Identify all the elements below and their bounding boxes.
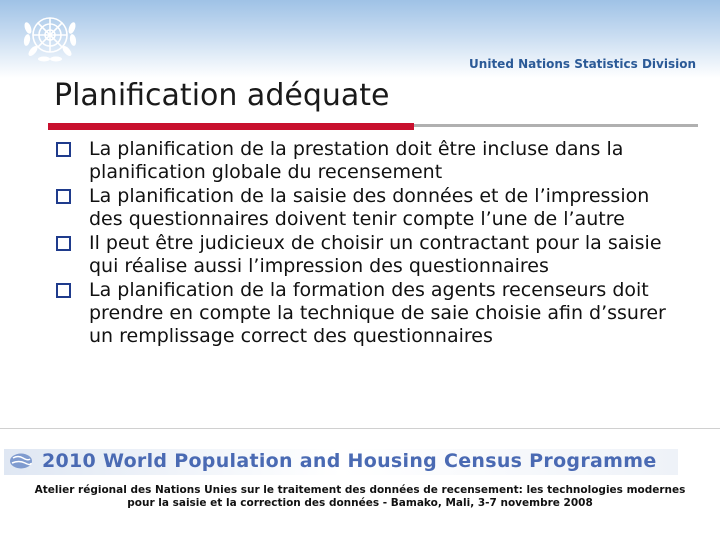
census-programme-title: 2010 World Population and Housing Census Programme	[42, 450, 657, 472]
slide-title: Planification adéquate	[54, 78, 390, 113]
bullet-text: La planification de la saisie des données et de l’impression des questionnaires doivent tenir compte l’une de l’autre	[89, 185, 650, 230]
bullet-item	[56, 138, 676, 184]
bullet-text: La planification de la formation des agents recenseurs doit prendre en compte la technique de saie choisie afin d’ssurer un remplissage correct des questionnaires	[89, 279, 666, 347]
bullet-item	[56, 232, 676, 278]
census-programme-banner	[4, 449, 678, 475]
footer-text: Atelier régional des Nations Unies sur le traitement des données de recensement: les technologies modernes pour la saisie et la correction des données - Bamako, Mali, 3-7 novembre 2008	[34, 484, 686, 509]
bullet-text: La planification de la prestation doit être incluse dans la planification globale du recensement	[89, 138, 624, 183]
un-emblem-icon	[18, 8, 82, 68]
bullet-text: Il peut être judicieux de choisir un contractant pour la saisie qui réalise aussi l’impression des questionnaires	[89, 232, 662, 277]
organization-name: United Nations Statistics Division	[469, 57, 696, 71]
bullet-list	[56, 138, 676, 349]
title-accent-bar	[48, 123, 414, 130]
checkbox-bullet-icon	[56, 236, 71, 251]
checkbox-bullet-icon	[56, 142, 71, 157]
footer-divider	[0, 428, 720, 429]
checkbox-bullet-icon	[56, 283, 71, 298]
bullet-item	[56, 185, 676, 231]
globe-icon	[8, 452, 34, 470]
checkbox-bullet-icon	[56, 189, 71, 204]
bullet-item	[56, 279, 676, 348]
